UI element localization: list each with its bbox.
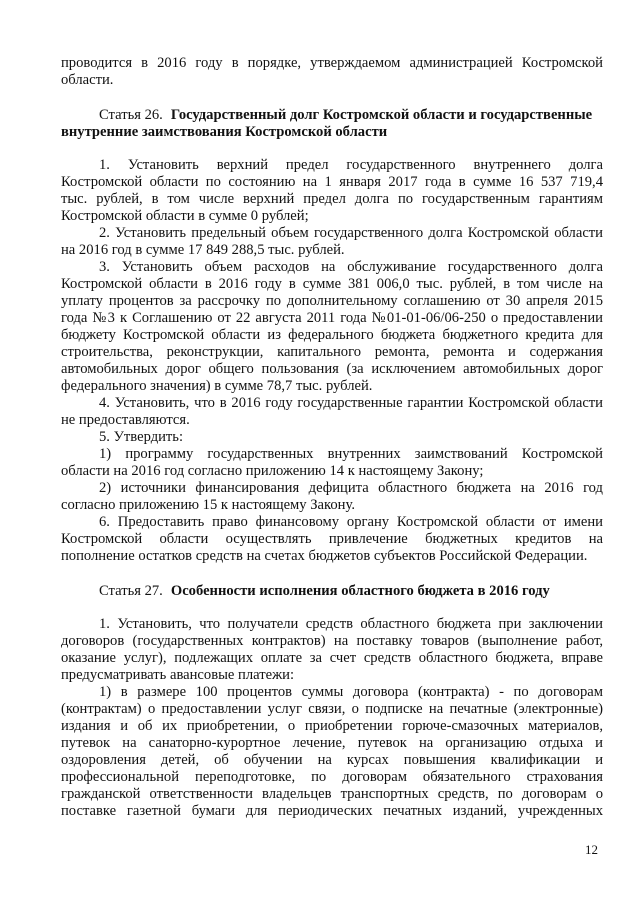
paragraph-line: профессиональной переподготовке, по договорам обязательного страхования xyxy=(61,769,603,785)
paragraph-line: оказание услуг), подлежащих оплате за счет средств областного бюджета, вправе xyxy=(61,650,603,666)
article-26-title: Государственный долг Костромской области и государственные xyxy=(170,107,593,123)
paragraph-line: 2. Установить предельный объем государственного долга Костромской области xyxy=(99,225,603,241)
paragraph-line: федерального значения) в сумме 78,7 тыс. рублей. xyxy=(61,378,373,394)
article-26-title-line2: внутренние заимствования Костромской области xyxy=(61,124,388,140)
article-26-heading xyxy=(99,107,592,124)
paragraph-line: 1. Установить верхний предел государственного внутреннего долга xyxy=(99,157,603,173)
paragraph-line: Костромской области осуществлять привлечение бюджетных кредитов на xyxy=(61,531,603,547)
paragraph-line: договоров (государственных контрактов) на поставку товаров (выполнение работ, xyxy=(61,633,603,649)
paragraph-line: Костромской области по состоянию на 1 января 2017 года в сумме 16 537 719,4 xyxy=(61,174,603,190)
article-26-number: Статья 26. xyxy=(99,107,163,123)
paragraph-line: 5. Утвердить: xyxy=(99,429,184,445)
paragraph-line: 2) источники финансирования дефицита областного бюджета на 2016 год xyxy=(99,480,603,496)
paragraph-line: пополнение остатков средств на счетах бюджетов субъектов Российской Федерации. xyxy=(61,548,588,564)
paragraph-line: не предоставляются. xyxy=(61,412,190,428)
article-27-title: Особенности исполнения областного бюджета в 2016 году xyxy=(170,583,550,599)
paragraph-line: оздоровления детей, об обучении на курсах повышения квалификации и xyxy=(61,752,603,768)
paragraph-line: 4. Установить, что в 2016 году государственные гарантии Костромской области xyxy=(99,395,603,411)
paragraph-line: путевок на санаторно-курортное лечение, путевок на организацию отдыха и xyxy=(61,735,603,751)
article-27-number: Статья 27. xyxy=(99,583,163,599)
paragraph-line: 1) программу государственных внутренних заимствований Костромской xyxy=(99,446,603,462)
paragraph-line: строительства, реконструкции, капитального ремонта, ремонта и содержания xyxy=(61,344,603,360)
paragraph-line: уплату процентов за рассрочку по дополнительному соглашению от 30 апреля 2015 xyxy=(61,293,603,309)
paragraph-line: издания и об их приобретении, о приобретении горюче-смазочных материалов, xyxy=(61,718,603,734)
intro-line: области. xyxy=(61,72,114,88)
article-27-heading xyxy=(99,583,550,600)
paragraph-line: тыс. рублей, в том числе верхний предел долга по государственным гарантиям xyxy=(61,191,603,207)
paragraph-line: поставке газетной бумаги для периодических печатных изданий, учрежденных xyxy=(61,803,603,819)
paragraph-line: автомобильных дорог общего пользования (за исключением автомобильных дорог xyxy=(61,361,603,377)
paragraph-line: гражданской ответственности владельцев транспортных средств, по договорам о xyxy=(61,786,603,802)
paragraph-line: Костромской области в сумме 0 рублей; xyxy=(61,208,309,224)
paragraph-line: (контрактам) о предоставлении услуг связи, о подписке на печатные (электронные) xyxy=(61,701,603,717)
paragraph-line: 1) в размере 100 процентов суммы договора (контракта) - по договорам xyxy=(99,684,603,700)
paragraph-line: области на 2016 год согласно приложению 14 к настоящему Закону; xyxy=(61,463,484,479)
paragraph-line: 6. Предоставить право финансовому органу Костромской области от имени xyxy=(99,514,603,530)
paragraph-line: 1. Установить, что получатели средств областного бюджета при заключении xyxy=(99,616,603,632)
paragraph-line: предусматривать авансовые платежи: xyxy=(61,667,295,683)
paragraph-line: бюджету Костромской области из федерального бюджета бюджетного кредита для xyxy=(61,327,603,343)
intro-line: проводится в 2016 году в порядке, утверждаемом администрацией Костромской xyxy=(61,55,603,71)
paragraph-line: 3. Установить объем расходов на обслуживание государственного долга xyxy=(99,259,603,275)
paragraph-line: согласно приложению 15 к настоящему Закону. xyxy=(61,497,355,513)
paragraph-line: Костромской области в 2016 году в сумме 381 006,0 тыс. рублей, в том числе на xyxy=(61,276,603,292)
page-number: 12 xyxy=(585,842,598,857)
paragraph-line: года №3 к Соглашению от 22 августа 2011 года №01-01-06/06-250 о предоставлении xyxy=(61,310,603,326)
paragraph-line: на 2016 год в сумме 17 849 288,5 тыс. рублей. xyxy=(61,242,345,258)
